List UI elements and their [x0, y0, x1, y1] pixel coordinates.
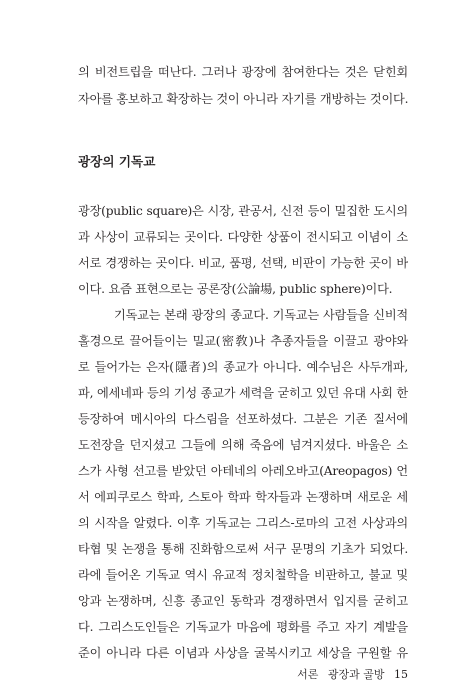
para2-line-8: 서 에피쿠로스 학파, 스토아 학파 학자들과 논쟁하며 새로운 세	[78, 490, 408, 504]
para2-line-2: 홀경으로 끌어들이는 밀교(密敎)나 추종자들을 이끌고 광야와	[78, 334, 408, 348]
intro-line-1: 의 비전트립을 떠난다. 그러나 광장에 참여한다는 것은 닫힌회	[78, 65, 408, 79]
para2-line-11: 라에 들어온 기독교 역시 유교적 정치철학을 비판하고, 불교 및	[78, 568, 408, 582]
para2-line-4: 파, 에세네파 등의 기성 종교가 세력을 굳히고 있던 유대 사회 한	[78, 386, 408, 400]
page-footer	[78, 668, 408, 682]
para1-line-3: 서로 경쟁하는 곳이다. 비교, 품평, 선택, 비판이 가능한 곳이 바	[78, 256, 408, 270]
para2-line-1: 기독교는 본래 광장의 종교다. 기독교는 사람들을 신비적	[114, 308, 408, 322]
para2-line-10: 타협 및 논쟁을 통해 진화함으로써 서구 문명의 기초가 되었다.	[78, 542, 408, 556]
para2-line-9: 의 시작을 알렸다. 이후 기독교는 그리스-로마의 고전 사상과의	[78, 516, 408, 530]
para2-line-13: 다. 그리스도인들은 기독교가 마음에 평화를 주고 자기 계발을	[78, 620, 408, 634]
para2-line-5: 등장하여 메시아의 다스림을 선포하셨다. 그분은 기존 질서에	[78, 412, 408, 426]
intro-line-2: 자아를 홍보하고 확장하는 것이 아니라 자기를 개방하는 것이다.	[78, 92, 409, 106]
footer-chapter-label: 광장과 골방	[327, 668, 385, 681]
para1-line-2: 과 사상이 교류되는 곳이다. 다양한 상품이 전시되고 이념이 소	[78, 230, 408, 244]
para1-line-1: 광장(public square)은 시장, 관공서, 신전 등이 밀집한 도시의	[78, 204, 408, 218]
section-heading: 광장의 기독교	[78, 154, 156, 169]
para2-line-7: 스가 사형 선고를 받았던 아테네의 아레오바고(Areopagos) 언	[78, 464, 408, 478]
para2-line-3: 로 들어가는 은자(隱者)의 종교가 아니다. 예수님은 사두개파,	[78, 360, 408, 374]
para2-line-6: 도전장을 던지셨고 그들에 의해 죽음에 넘겨지셨다. 바울은 소	[78, 438, 408, 452]
para2-line-12: 앙과 논쟁하며, 신흥 종교인 동학과 경쟁하면서 입지를 굳히고	[78, 594, 408, 608]
para2-line-14: 준이 아니라 다른 이념과 사상을 굴복시키고 세상을 구원할 유	[78, 646, 408, 660]
footer-section-label: 서론	[297, 668, 319, 681]
para1-line-4: 이다. 요즘 표현으로는 공론장(公論場, public sphere)이다.	[78, 282, 393, 296]
page-number: 15	[394, 668, 408, 681]
